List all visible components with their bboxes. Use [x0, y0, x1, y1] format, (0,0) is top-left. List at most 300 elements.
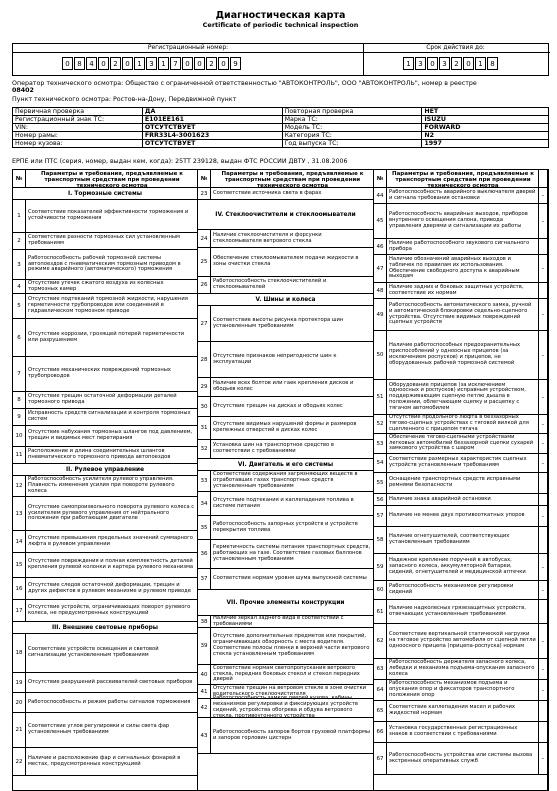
- inspection-row: [374, 743, 547, 775]
- row-requirement: Отсутствие набухания тормозных шлангов под давлением, трещин и видимых мест перетирания: [28, 429, 193, 441]
- row-number: 21: [13, 713, 26, 747]
- column-number-header: №: [198, 170, 211, 188]
- row-requirement: Соответствие нормам уровня шума выпускной системы: [213, 575, 367, 582]
- row-number: 58: [374, 527, 387, 553]
- row-mark: -: [538, 506, 547, 526]
- inspection-row: [198, 188, 373, 200]
- info-cell: Категория ТС:: [282, 132, 422, 140]
- inspection-row: [13, 392, 197, 409]
- row-requirement: Отсутствие дополнительных предметов или покрытий, ограничивающих обзорность с места водителя. Соответствие полосы пленки в верхней части ветрового стекла установленным требованиям: [213, 633, 370, 657]
- row-number: 34: [198, 492, 211, 515]
- inspection-row: [13, 233, 197, 250]
- row-requirement: Соответствие размерных характеристик сцепных устройств установленным требованиям: [389, 456, 527, 468]
- inspection-row: [13, 600, 197, 622]
- row-mark: -: [538, 659, 547, 679]
- row-number: 33: [198, 471, 211, 491]
- valid-until-cells: [403, 57, 499, 70]
- row-requirement: Наличие обозначений аварийных выходов и табличек по правилам их использования. Обеспечение свободного доступа к аварийным выходам: [389, 255, 520, 280]
- info-cell: Марка ТС:: [282, 116, 422, 124]
- row-number: 49: [374, 299, 387, 330]
- row-requirement: Соответствие вертикальной статической нагрузки на тяговое устройство автомобиля от сцепной петли одноосного прицепа (прицепа-роспуска) нормам: [389, 631, 536, 649]
- inspection-row: [13, 357, 197, 392]
- section-heading: II. Рулевое управление: [13, 464, 197, 476]
- column-header: Параметры и требования, предъявляемые к транспортным средствам при проведении технического осмотра: [211, 170, 374, 188]
- row-requirement: Работоспособность механизмов регулировки сидений: [389, 583, 514, 595]
- row-requirement: Соответствие источника света в фарах: [213, 189, 322, 196]
- info-cell: Первичная проверка: [13, 108, 143, 116]
- info-cell: Номер кузова:: [13, 140, 143, 148]
- digit-cell: 3: [146, 57, 157, 70]
- row-requirement: Отсутствие утечек сжатого воздуха из колесных тормозных камер: [28, 279, 164, 292]
- inspection-row: [13, 497, 197, 531]
- row-number: 15: [13, 553, 26, 577]
- reg-number-label: Регистрационный номер:: [147, 44, 229, 51]
- inspection-row: [374, 581, 547, 600]
- digit-cell: 4: [86, 57, 97, 70]
- row-requirement: Исправность средств сигнализации и контроля тормозных систем: [28, 410, 191, 422]
- digit-cell: 0: [98, 57, 109, 70]
- inspection-row: [374, 331, 547, 380]
- digit-cell: 0: [194, 57, 205, 70]
- row-number: 26: [198, 277, 211, 293]
- row-number: 64: [374, 680, 387, 700]
- row-number: 37: [198, 569, 211, 589]
- inspection-row: [13, 447, 197, 464]
- row-mark: -: [538, 204, 547, 238]
- row-requirement: Работоспособность держателя запасного колеса, лебедки и механизма подъема-опускания запасного колеса: [389, 659, 535, 677]
- row-mark: -: [538, 454, 547, 472]
- inspection-row: [198, 230, 373, 248]
- inspection-row: [198, 248, 373, 277]
- info-row: [13, 132, 549, 140]
- row-requirement: Работоспособность аварийных выходов, приборов внутреннего освещения салона, привода управления дверями и сигнализации их работы: [389, 211, 528, 229]
- row-number: 44: [374, 188, 387, 203]
- row-mark: [538, 283, 547, 298]
- digit-cell: 0: [122, 57, 133, 70]
- row-requirement: Соответствие высоты рисунка протектора шин установленным требованиям: [213, 316, 344, 329]
- inspection-row: [374, 255, 547, 283]
- inspection-row: [374, 554, 547, 581]
- inspection-row: [374, 283, 547, 299]
- row-number: 7: [13, 357, 26, 391]
- row-number: 12: [13, 476, 26, 496]
- row-number: 52: [374, 415, 387, 433]
- inspection-row: [13, 578, 197, 600]
- inspection-row: [374, 188, 547, 204]
- divider: [363, 44, 364, 75]
- diagnostic-card: [12, 10, 549, 767]
- info-cell: Повторная проверка: [282, 108, 422, 116]
- inspection-row: [198, 516, 373, 540]
- column-mark-header: [538, 170, 547, 188]
- row-number: 60: [374, 581, 387, 599]
- row-requirement: Соответствие устройств освещения и световой сигнализации установленным требованиям: [28, 646, 159, 658]
- inspection-row: [374, 380, 547, 415]
- row-requirement: Наличие надколесных грязезащитных устройств, отвечающих установленным требованиям: [389, 604, 526, 617]
- inspection-row: [13, 748, 197, 776]
- row-requirement: Отсутствие устройств, ограничивающих поворот рулевого колеса, не предусмотренных конструкцией: [28, 603, 191, 616]
- section-heading: VII. Прочие элементы конструкции: [198, 590, 373, 616]
- row-requirement: Надежное крепление поручней в автобусах, запасного колеса, аккумуляторной батареи, сидений, огнетушителей и медицинской аптечки: [389, 557, 526, 575]
- row-requirement: Наличие зеркал заднего вида в соответствии с требованиями: [213, 614, 344, 627]
- row-number: 66: [374, 722, 387, 742]
- digit-cell: 3: [415, 57, 426, 70]
- info-cell: FORWARD: [422, 124, 549, 132]
- row-requirement: Отсутствие коррозии, грозящей потерей герметичности или разрушением: [28, 330, 185, 343]
- info-row: [13, 108, 549, 116]
- inspection-row: [374, 506, 547, 527]
- row-number: 48: [374, 283, 387, 298]
- row-requirement: Отсутствие механических повреждений тормозных трубопроводов: [28, 367, 171, 379]
- row-requirement: Работоспособность рабочей тормозной системы автопоездов с пневматическим тормозным приводом в режиме аварийного (автоматического) торможения: [28, 254, 181, 273]
- row-requirement: Отсутствие трещин на дисках и ободьях колес: [213, 402, 343, 409]
- inspection-row: [198, 440, 373, 459]
- info-cell: Модель ТС:: [282, 124, 422, 132]
- inspection-row: [13, 713, 197, 748]
- row-number: 18: [13, 634, 26, 672]
- row-number: 50: [374, 331, 387, 379]
- row-mark: [538, 722, 547, 742]
- row-number: 2: [13, 233, 26, 249]
- info-cell: НЕТ: [422, 108, 549, 116]
- row-requirement: Работоспособность механизмов подъема и опускания опор и фиксаторов транспортного положения опор: [389, 680, 515, 698]
- inspection-column: [374, 170, 548, 790]
- row-number: 43: [198, 718, 211, 753]
- row-mark: -: [538, 554, 547, 580]
- inspection-row: [198, 628, 373, 665]
- row-requirement: Соответствие углов регулировки и силы света фар установленным требованиям: [28, 723, 170, 735]
- inspection-row: [374, 239, 547, 255]
- row-number: 30: [198, 397, 211, 416]
- digit-cell: 8: [487, 57, 498, 70]
- row-mark: -: [538, 680, 547, 700]
- row-requirement: Соответствие содержания загрязняющих веществ в отработавших газах транспортных средств установленным требованиям: [213, 471, 358, 489]
- row-requirement: Установка государственных регистрационных знаков в соответствии с требованиями: [389, 725, 518, 737]
- row-number: 40: [198, 665, 211, 684]
- inspection-row: [198, 616, 373, 628]
- row-requirement: Расположение и длина соединительных шлангов пневматического тормозного привода автопоездов: [28, 448, 171, 460]
- row-requirement: Оснащение транспортных средств исправными ремнями безопасности: [389, 476, 521, 488]
- digit-cell: 0: [218, 57, 229, 70]
- inspection-row: [374, 434, 547, 454]
- column-header: Параметры и требования, предъявляемые к транспортным средствам при проведении технического осмотра: [26, 170, 198, 188]
- row-requirement: Отсутствие повреждения и полная комплектность деталей крепления рулевой колонки и картера рулевого механизма: [28, 558, 194, 570]
- info-cell: 1997: [422, 140, 549, 148]
- info-cell: FRR33L4-3001623: [142, 132, 282, 140]
- inspection-row: [13, 200, 197, 233]
- row-requirement: Обеспечение стеклоомывателем подачи жидкости в зоны очистки стекла: [213, 255, 359, 267]
- row-requirement: Соответствие каплепадения масел и рабочих жидкостей нормам: [389, 704, 515, 716]
- row-requirement: Наличие не менее двух противооткатных упоров: [389, 512, 525, 519]
- inspection-row: [374, 454, 547, 473]
- row-mark: -: [538, 188, 547, 203]
- row-number: 24: [198, 230, 211, 247]
- row-mark: -: [538, 624, 547, 658]
- row-number: 20: [13, 693, 26, 712]
- inspection-column: [198, 170, 374, 790]
- column-header: Параметры и требования, предъявляемые к транспортным средствам при проведении технического осмотра: [387, 170, 539, 188]
- column-number-header: №: [13, 170, 26, 188]
- inspection-row: [198, 695, 373, 719]
- row-number: 4: [13, 280, 26, 293]
- row-number: 39: [198, 628, 211, 664]
- section-heading: IV. Стеклоочистители и стеклоомыватели: [198, 200, 373, 230]
- row-requirement: Работоспособность усилителя рулевого управления. Плавность изменения усилия при повороте рулевого колеса: [28, 476, 175, 494]
- row-mark: -: [538, 743, 547, 774]
- row-requirement: Отсутствие подтекания и каплепадения топлива в системе питания: [213, 496, 354, 509]
- inspection-row: [198, 378, 373, 397]
- digit-cell: 1: [403, 57, 414, 70]
- row-number: 62: [374, 624, 387, 658]
- row-mark: -: [538, 255, 547, 282]
- row-number: 28: [198, 342, 211, 377]
- inspection-row: [198, 569, 373, 590]
- row-mark: -: [538, 415, 547, 433]
- row-number: 1: [13, 200, 26, 232]
- row-number: 63: [374, 659, 387, 679]
- row-requirement: Отсутствие самопроизвольного поворота рулевого колеса с усилителем рулевого управления от нейтрального положения при работающем двигателе: [28, 503, 195, 522]
- row-requirement: Соответствие показателей эффективности торможения и устойчивости торможения: [28, 209, 189, 221]
- row-requirement: Отсутствие продольного люфта в беззазорных тягово-сцепных устройствах с тяговой вилкой для сцепленного с прицепом тягача: [389, 414, 529, 432]
- row-mark: [538, 473, 547, 493]
- inspection-row: [374, 204, 547, 239]
- row-requirement: Отсутствие подтеканий тормозной жидкости, нарушения герметичности трубопроводов или соединений в гидравлическом тормозном приводе: [28, 296, 188, 314]
- row-number: 19: [13, 673, 26, 692]
- row-number: 35: [198, 516, 211, 539]
- row-mark: [538, 494, 547, 505]
- row-number: 25: [198, 248, 211, 276]
- row-requirement: Оборудование прицепов (за исключением одноосных и роспусков) исправным устройством, поддерживающим сцепную петлю дышла в положении, облегчающем сцепку и расцепку с тягачом автомобилем: [389, 381, 526, 411]
- digit-cell: 2: [206, 57, 217, 70]
- inspection-row: [198, 718, 373, 754]
- digit-cell: 0: [182, 57, 193, 70]
- row-mark: -: [538, 581, 547, 599]
- info-row: [13, 124, 549, 132]
- digit-cell: 1: [158, 57, 169, 70]
- divider: [13, 52, 550, 53]
- row-number: 14: [13, 531, 26, 552]
- inspection-column: [13, 170, 198, 790]
- row-number: 45: [374, 204, 387, 238]
- row-requirement: Отсутствие следов остаточной деформации, трещин и других дефектов в рулевом механизме и рулевом приводе: [28, 581, 191, 594]
- row-number: 10: [13, 426, 26, 446]
- row-mark: [538, 527, 547, 553]
- inspection-row: [198, 540, 373, 569]
- inspection-row: [374, 527, 547, 554]
- row-requirement: Наличие огнетушителей, соответствующих установленным требованиям: [389, 533, 510, 545]
- row-requirement: Отсутствие трещин остаточной деформации деталей тормозного привода: [28, 393, 177, 405]
- inspection-row: [13, 531, 197, 553]
- inspection-row: [374, 473, 547, 494]
- section-heading: V. Шины и колеса: [198, 294, 373, 306]
- info-cell: Регистрационный знак ТС:: [13, 116, 143, 124]
- digit-cell: 1: [475, 57, 486, 70]
- row-requirement: Установка шин на транспортное средство в соответствии с требованиями: [213, 442, 334, 454]
- row-number: 36: [198, 540, 211, 568]
- row-number: 51: [374, 380, 387, 414]
- digit-cell: 2: [451, 57, 462, 70]
- row-requirement: Наличие и расположение фар и сигнальных фонарей в местах, предусмотренных конструкцией: [28, 754, 181, 767]
- inspection-row: [13, 319, 197, 357]
- inspection-row: [374, 415, 547, 434]
- digit-cell: 0: [62, 57, 73, 70]
- row-requirement: Обеспечение тягово-сцепными устройствами легковых автомобилей беззазорной сцепки сухарей замкового устройства с шаром: [389, 433, 534, 452]
- digit-cell: 0: [463, 57, 474, 70]
- row-requirement: Наличие всех болтов или гаек крепления дисков и ободьев колес: [213, 380, 354, 392]
- inspection-row: [13, 280, 197, 294]
- info-cell: ДА: [142, 108, 282, 116]
- row-number: 27: [198, 306, 211, 341]
- inspection-row: [13, 553, 197, 578]
- row-number: 38: [198, 616, 211, 627]
- row-requirement: Отсутствие признаков непригодности шин к эксплуатации: [213, 352, 337, 365]
- vehicle-info-table: [12, 107, 549, 148]
- digit-cell: 2: [110, 57, 121, 70]
- row-mark: [538, 600, 547, 623]
- registration-block: [12, 43, 549, 76]
- inspection-row: [374, 722, 547, 743]
- inspection-row: [198, 397, 373, 417]
- row-number: 6: [13, 319, 26, 356]
- operator-number: 08402: [12, 87, 34, 94]
- section-heading: VI. Двигатель и его системы: [198, 459, 373, 471]
- row-number: 22: [13, 748, 26, 775]
- inspection-row: [198, 342, 373, 378]
- row-number: 54: [374, 454, 387, 472]
- info-cell: N2: [422, 132, 549, 140]
- row-number: 67: [374, 743, 387, 774]
- inspection-row: [198, 277, 373, 294]
- row-mark: -: [538, 331, 547, 379]
- row-requirement: Работоспособность замков дверей кузова, кабины, механизмов регулировки и фиксирующих устройств сидений, устройства обогрева и обдува ветрового стекла, противоугонного устройства: [213, 695, 358, 719]
- info-cell: ОТСУТСТВУЕТ: [142, 124, 282, 132]
- row-requirement: Наличие стеклоочистителя и форсунки стеклоомывателя ветрового стекла: [213, 231, 322, 244]
- digit-cell: 1: [134, 57, 145, 70]
- row-requirement: Герметичность системы питания транспортных средств, работающих на газе. Соответствие газовых баллонов установленным требованиям: [213, 544, 371, 562]
- row-number: 46: [374, 239, 387, 254]
- digit-cell: 3: [439, 57, 450, 70]
- inspection-row: [374, 600, 547, 624]
- info-cell: VIN:: [13, 124, 143, 132]
- row-requirement: Наличие работоспособного звукового сигнального прибора: [389, 239, 530, 252]
- inspection-row: [13, 250, 197, 280]
- inspection-row: [198, 665, 373, 685]
- page-title: Диагностическая карта: [215, 10, 346, 21]
- row-requirement: Работоспособность запоров бортов грузовой платформы и запоров горловин цистерн: [213, 728, 370, 741]
- row-requirement: Работоспособность и режим работы сигналов торможения: [28, 698, 191, 705]
- inspection-row: [13, 409, 197, 426]
- row-number: 42: [198, 699, 211, 717]
- row-number: 57: [374, 506, 387, 526]
- inspection-row: [374, 494, 547, 506]
- row-number: 41: [198, 685, 211, 698]
- inspection-row: [198, 306, 373, 342]
- inspection-row: [13, 634, 197, 673]
- row-number: 55: [374, 473, 387, 493]
- row-requirement: Наличие знака аварийной остановки: [389, 495, 491, 502]
- row-requirement: Отсутствие разрушений рассеивателей световых приборов: [28, 678, 193, 685]
- digit-cell: 8: [74, 57, 85, 70]
- row-requirement: Соответствие нормам светопропускания ветрового стекла, передних боковых стекол и стекол передних дверей: [213, 664, 360, 683]
- digit-cell: 7: [170, 57, 181, 70]
- row-number: 8: [13, 392, 26, 408]
- row-number: 56: [374, 494, 387, 505]
- row-number: 59: [374, 554, 387, 580]
- digit-cell: 9: [230, 57, 241, 70]
- inspection-row: [374, 624, 547, 659]
- page-subtitle: Certificate of periodic technical inspection: [202, 21, 359, 29]
- row-requirement: Работоспособность автоматического замка, ручной и автоматической блокировки седельно-сцепного устройства. Отсутствие видимых повреждений сцепных устройств: [389, 301, 532, 326]
- row-number: 53: [374, 434, 387, 453]
- inspection-row: [13, 476, 197, 497]
- row-number: 5: [13, 294, 26, 318]
- valid-until-label: Срок действия до:: [426, 44, 485, 51]
- row-number: 32: [198, 440, 211, 458]
- info-cell: Е101ЕЕ161: [142, 116, 282, 124]
- row-number: 13: [13, 497, 26, 530]
- info-cell: ISUZU: [422, 116, 549, 124]
- row-requirement: Отсутствие трещин на ветровом стекле в зоне очистки водительского стеклоочистителя: [213, 684, 366, 697]
- row-requirement: Отсутствие превышения предельных значений суммарного люфта в рулевом управлении: [28, 534, 193, 547]
- row-number: 9: [13, 409, 26, 425]
- row-requirement: Соответствие разности тормозных сил установленным требованиям: [28, 234, 180, 246]
- row-number: 65: [374, 701, 387, 721]
- info-row: [13, 116, 549, 124]
- info-cell: Год выпуска ТС:: [282, 140, 422, 148]
- inspection-row: [198, 492, 373, 516]
- info-row: [13, 140, 549, 148]
- row-mark: [538, 239, 547, 254]
- row-mark: -: [538, 380, 547, 414]
- row-number: 16: [13, 578, 26, 599]
- pts-line: ЕРПЕ или ПТС (серия, номер, выдан кем, когда): 25ТТ 239128, выдан ФТС РОССИИ ДВТУ , 31.08.2006: [12, 158, 348, 165]
- inspection-row: [13, 294, 197, 319]
- row-number: 29: [198, 378, 211, 396]
- row-number: 61: [374, 600, 387, 623]
- row-mark: -: [538, 434, 547, 453]
- info-cell: Номер рамы:: [13, 132, 143, 140]
- operator-line: Оператор технического осмотра: Общество с ограниченной ответственностью "АВТОКОНТРОЛЬ", ООО "АВТОКОНТРОЛЬ", номер в реестре: [12, 80, 477, 87]
- row-mark: -: [538, 299, 547, 330]
- row-requirement: Работоспособность запорных устройств и устройств перекрытия топлива: [213, 520, 358, 533]
- digit-cell: 0: [427, 57, 438, 70]
- inspection-row: [374, 701, 547, 722]
- inspection-row: [374, 299, 547, 331]
- row-number: 47: [374, 255, 387, 282]
- row-number: 11: [13, 447, 26, 463]
- row-number: 23: [198, 188, 211, 199]
- inspection-point: Пункт технического осмотра: Ростов-на-Дону, Передвижной пункт: [12, 96, 237, 103]
- inspection-row: [198, 471, 373, 492]
- row-requirement: Работоспособность устройства или системы вызова экстренных оперативных служб: [389, 751, 533, 764]
- column-number-header: №: [374, 170, 387, 188]
- row-requirement: Работоспособность стеклоочистителей и стеклоомывателей: [213, 278, 327, 290]
- info-cell: ОТСУТСТВУЕТ: [142, 140, 282, 148]
- inspection-row: [374, 659, 547, 680]
- row-requirement: Наличие задних и боковых защитных устройств, соответствие их нормам: [389, 283, 524, 296]
- reg-number-cells: [62, 57, 242, 70]
- row-number: 17: [13, 600, 26, 621]
- row-number: 31: [198, 417, 211, 439]
- row-mark: [538, 701, 547, 721]
- row-requirement: Работоспособность аварийного выключателя дверей и сигнала требования остановки: [389, 188, 536, 201]
- inspection-row: [13, 673, 197, 693]
- row-requirement: Отсутствие видимых нарушений формы и размеров крепежных отверстий в дисках колес: [213, 421, 357, 433]
- row-number: 3: [13, 250, 26, 279]
- inspection-row: [13, 693, 197, 713]
- inspection-row: [13, 426, 197, 447]
- inspection-row: [374, 680, 547, 701]
